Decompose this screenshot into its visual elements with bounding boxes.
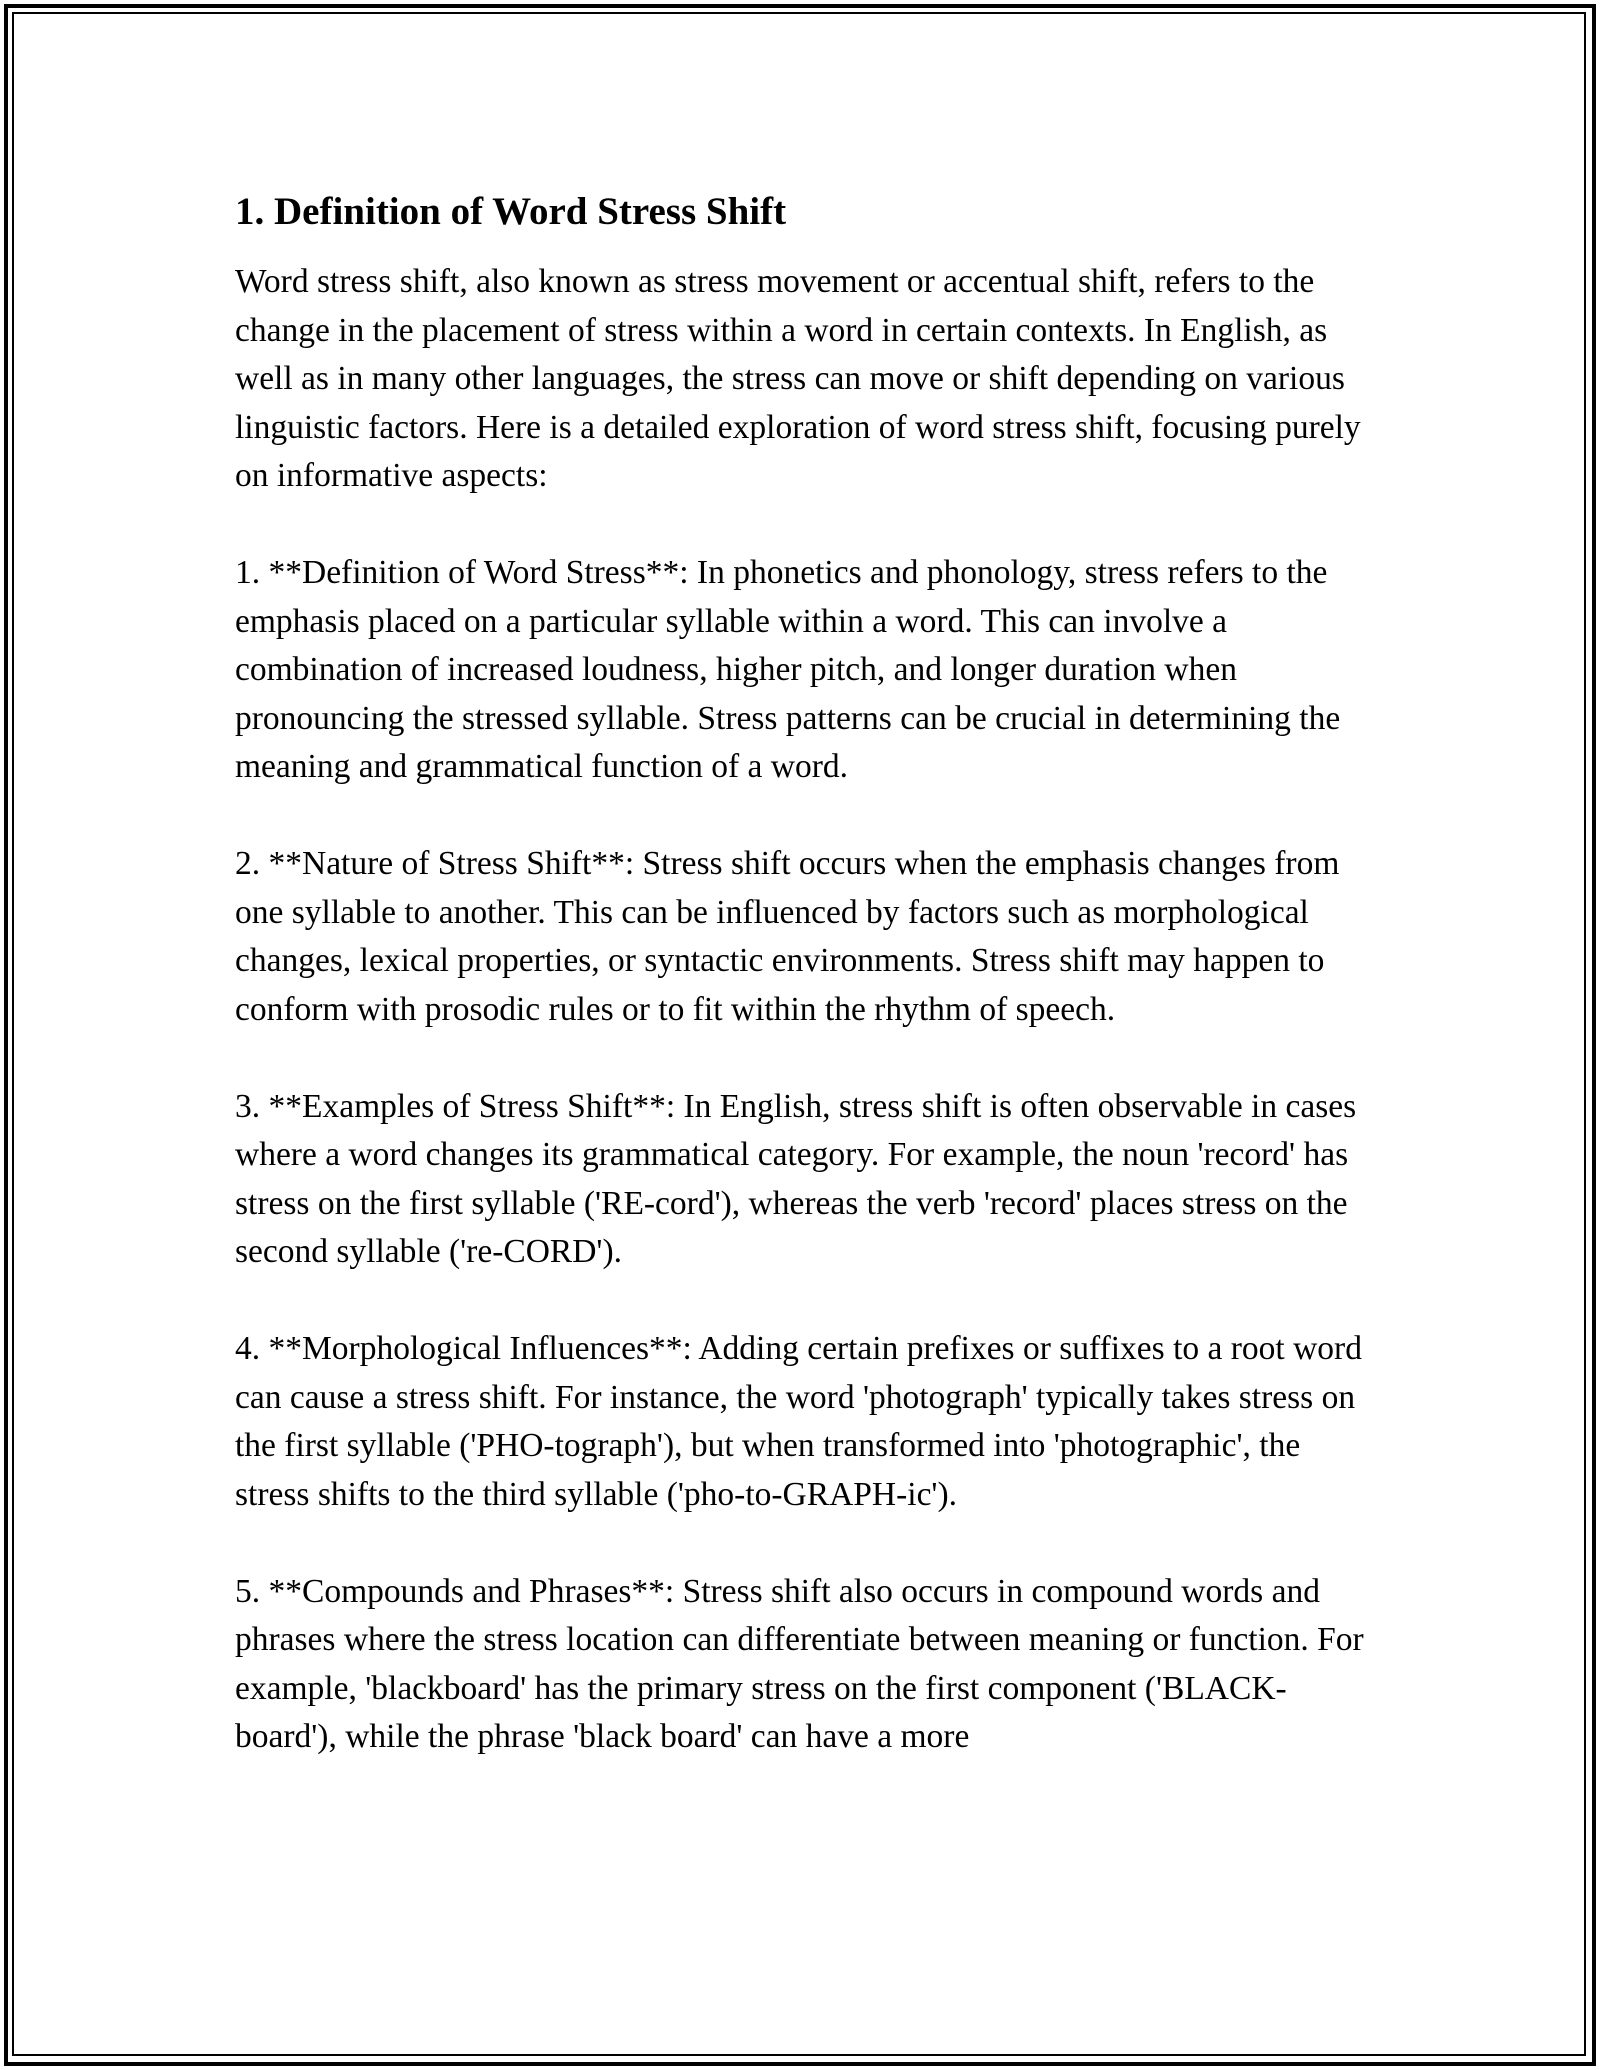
intro-paragraph: Word stress shift, also known as stress movement or accentual shift, refers to the change in the placement of stress within a word in certain contexts. In English, as well as in many other languages, the stress can move or shift depending on various linguistic factors. Here is a detailed exploration of word stress shift, focusing purely on informative aspects: [235, 263, 1361, 494]
paragraph-nature-of-stress-shift: 2. **Nature of Stress Shift**: Stress shift occurs when the emphasis changes from one syllable to another. This can be influenced by factors such as morphological changes, lexical properties, or syntactic environments. Stress shift may happen to conform with prosodic rules or to fit within the rhythm of speech. [235, 845, 1340, 1028]
paragraph-morphological-influences: 4. **Morphological Influences**: Adding certain prefixes or suffixes to a root word can cause a stress shift. For instance, the word 'photograph' typically takes stress on the first syllable ('PHO-tograph'), but when transformed into 'photographic', the stress shifts to the third syllable ('pho-to-GRAPH-ic'). [235, 1330, 1362, 1513]
paragraph-definition-of-word-stress: 1. **Definition of Word Stress**: In phonetics and phonology, stress refers to the emphasis placed on a particular syllable within a word. This can involve a combination of increased loudness, higher pitch, and longer duration when pronouncing the stressed syllable. Stress patterns can be crucial in determining the meaning and grammatical function of a word. [235, 554, 1341, 785]
section-heading: 1. Definition of Word Stress Shift [235, 190, 787, 233]
paragraph-examples-of-stress-shift: 3. **Examples of Stress Shift**: In English, stress shift is often observable in cases where a word changes its grammatical category. For example, the noun 'record' has stress on the first syllable ('RE-cord'), whereas the verb 'record' places stress on the second syllable ('re-CORD'). [235, 1087, 1357, 1270]
document-body [235, 186, 1375, 1810]
paragraph-compounds-and-phrases: 5. **Compounds and Phrases**: Stress shift also occurs in compound words and phrases where the stress location can differentiate between meaning or function. For example, 'blackboard' has the primary stress on the first component ('BLACK-board'), while the phrase 'black board' can have a more [235, 1572, 1364, 1755]
